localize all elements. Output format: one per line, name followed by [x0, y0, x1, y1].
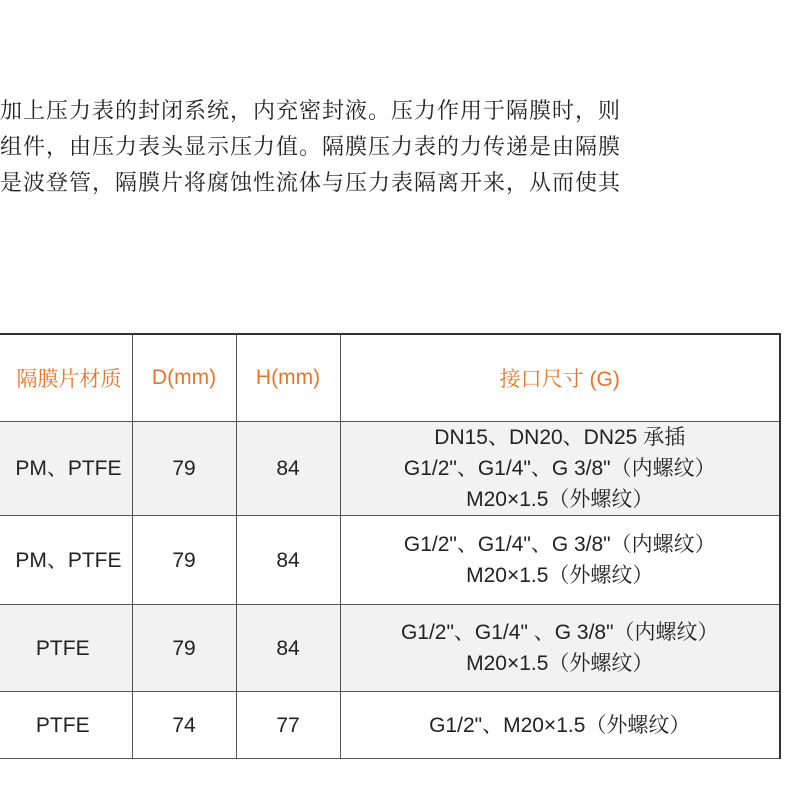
spec-table — [0, 333, 781, 759]
intro-line: 是波登管，隔膜片将腐蚀性流体与压力表隔离开来，从而使其 — [0, 171, 622, 196]
cell-d: 74 — [132, 692, 236, 759]
connection-line: G1/2"、G1/4"、G 3/8"（内螺纹） — [403, 457, 716, 480]
cell-d: 79 — [132, 605, 236, 692]
cell-connection — [340, 692, 780, 759]
table-row — [0, 422, 780, 516]
table-row — [0, 516, 780, 605]
connection-line: M20×1.5（外螺纹） — [466, 564, 654, 587]
cell-connection — [340, 605, 780, 692]
cell-connection — [340, 516, 780, 605]
connection-line: M20×1.5（外螺纹） — [466, 652, 654, 675]
intro-paragraph — [0, 94, 800, 202]
connection-line: G1/2"、G1/4" 、G 3/8"（内螺纹） — [400, 621, 719, 644]
cell-material: PM、PTFE — [0, 422, 132, 516]
table-header-row — [0, 334, 780, 422]
cell-h: 84 — [236, 516, 340, 605]
intro-line: 组件，由压力表头显示压力值。隔膜压力表的力传递是由隔膜 — [0, 135, 622, 160]
cell-h: 77 — [236, 692, 340, 759]
intro-line: 加上压力表的封闭系统，内充密封液。压力作用于隔膜时，则 — [0, 99, 622, 124]
connection-line: DN15、DN20、DN25 承插 — [434, 426, 686, 449]
cell-d: 79 — [132, 516, 236, 605]
table-row — [0, 692, 780, 759]
connection-line: M20×1.5（外螺纹） — [466, 488, 654, 511]
cell-material: PTFE — [0, 692, 132, 759]
connection-line: G1/2"、G1/4"、G 3/8"（内螺纹） — [403, 533, 716, 556]
header-connection: 接口尺寸 (G) — [340, 334, 780, 422]
cell-connection — [340, 422, 780, 516]
header-material: 隔膜片材质 — [0, 334, 132, 422]
header-d: D(mm) — [132, 334, 236, 422]
cell-material: PTFE — [0, 605, 132, 692]
table-row — [0, 605, 780, 692]
header-h: H(mm) — [236, 334, 340, 422]
cell-d: 79 — [132, 422, 236, 516]
cell-material: PM、PTFE — [0, 516, 132, 605]
cell-h: 84 — [236, 605, 340, 692]
connection-line: G1/2"、M20×1.5（外螺纹） — [429, 713, 691, 737]
cell-h: 84 — [236, 422, 340, 516]
